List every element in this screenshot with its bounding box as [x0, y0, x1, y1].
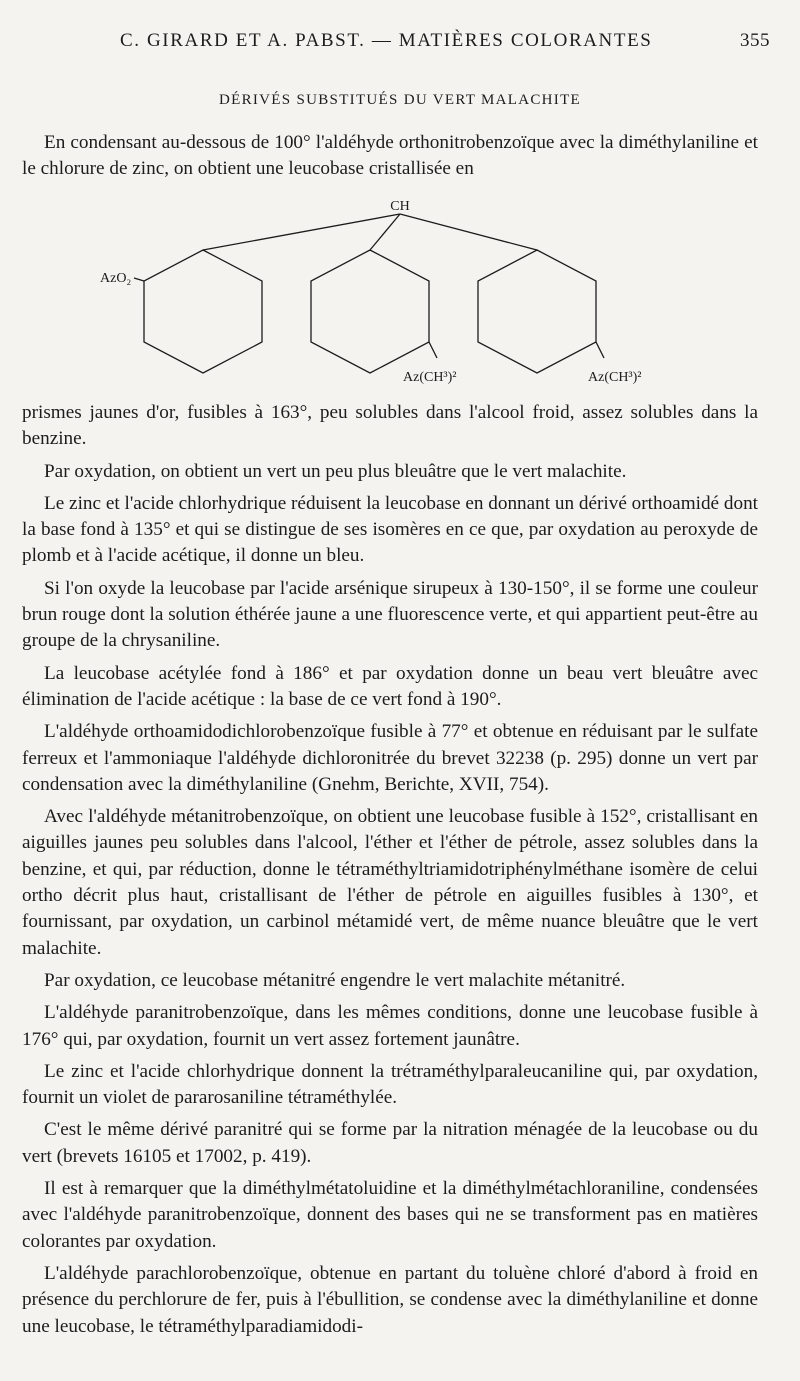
structural-formula-svg [100, 198, 700, 398]
paragraph: prismes jaunes d'or, fusibles à 163°, peu solubles dans l'alcool froid, assez solubles dans la benzine. [22, 402, 758, 450]
paragraph: Le zinc et l'acide chlorhydrique réduisent la leucobase en donnant un dérivé orthoamidé dont la base fond à 135° et qui se distingue de ses isomères en ce que, par oxydation au peroxyde de plomb et à l'acide acétique, il donne un bleu. [22, 492, 758, 567]
paragraph: L'aldéhyde orthoamidodichlorobenzoïque fusible à 77° et obtenue en réduisant par le sulfate ferreux et l'ammoniaque l'aldéhyde dichloronitrée du brevet 32238 (p. 295) donne un vert par condensation avec la diméthylaniline (Gnehm, Berichte, XVII, 754). [22, 721, 758, 795]
running-header [22, 30, 770, 60]
paragraph: Si l'on oxyde la leucobase par l'acide arsénique sirupeux à 130-150°, il se forme une couleur brun rouge dont la solution éthérée jaune a une fluorescence verte, et qui appartient peut-être au groupe de la chrysaniline. [22, 577, 758, 652]
bond-left [203, 214, 400, 250]
running-title: C. GIRARD ET A. PABST. — MATIÈRES COLORANTES [120, 30, 653, 51]
benzene-ring-middle [311, 250, 429, 373]
paragraph: L'aldéhyde paranitrobenzoïque, dans les mêmes conditions, donne une leucobase fusible à 176° qui, par oxydation, fournit un vert assez fortement jaunâtre. [22, 1002, 758, 1050]
formula-left-substituent: AzO₂ [100, 271, 132, 286]
body-text [22, 400, 758, 1346]
paragraph: Avec l'aldéhyde métanitrobenzoïque, on obtient une leucobase fusible à 152°, cristallisant en aiguilles jaunes peu solubles dans l'alcool, l'éther et l'éther de pétrole, assez solubles dans la benzine, et qui, par réduction, donne le tétraméthyltriamidotriphénylméthane isomère de celui ortho décrit plus haut, cristallisant de l'éther de pétrole en aiguilles fusibles à 130°, et fournissant, par oxydation, un carbinol métamidé vert, de même nuance bleuâtre que le vert malachite. [22, 806, 758, 959]
bond-amine-middle [429, 342, 437, 358]
paragraph: Le zinc et l'acide chlorhydrique donnent la trétraméthylparaleucaniline qui, par oxydation, fournit un violet de pararosaniline tétraméthylée. [22, 1060, 758, 1109]
formula-ch-label: CH [390, 199, 410, 214]
section-title: DÉRIVÉS SUBSTITUÉS DU VERT MALACHITE [218, 92, 582, 108]
paragraph: L'aldéhyde parachlorobenzoïque, obtenue en partant du toluène chloré d'abord à froid en présence du perchlorure de fer, puis à l'ébullition, se condense avec la diméthylaniline et donne une leucobase, le tétraméthylparadiamidodi- [22, 1262, 758, 1337]
structural-formula [100, 198, 700, 398]
paragraph: C'est le même dérivé paranitré qui se forme par la nitration ménagée de la leucobase ou du vert (brevets 16105 et 17002, p. 419). [22, 1119, 758, 1167]
intro-paragraph: En condensant au-dessous de 100° l'aldéhyde orthonitrobenzoïque avec la diméthylaniline et le chlorure de zinc, on obtient une leucobase cristallisée en [22, 132, 758, 180]
bond-middle [370, 214, 400, 250]
formula-middle-substituent: Az(CH³)² [403, 370, 457, 385]
paragraph: La leucobase acétylée fond à 186° et par oxydation donne un beau vert bleuâtre avec élimination de l'acide acétique : la base de ce vert fond à 190°. [22, 662, 758, 710]
paragraph: Par oxydation, ce leucobase métanitré engendre le vert malachite métanitré. [44, 969, 626, 991]
intro-block [22, 130, 758, 189]
benzene-ring-left [144, 250, 262, 373]
bond-amine-right [596, 342, 604, 358]
bond-right [400, 214, 537, 250]
page-number: 355 [740, 30, 770, 51]
formula-right-substituent: Az(CH³)² [588, 370, 642, 385]
bond-azo2 [134, 278, 144, 281]
benzene-ring-right [478, 250, 596, 373]
paragraph: Par oxydation, on obtient un vert un peu plus bleuâtre que le vert malachite. [44, 460, 627, 482]
paragraph: Il est à remarquer que la diméthylmétatoluidine et la diméthylmétachloraniline, condensées avec l'aldéhyde paranitrobenzoïque, donnent des bases qui ne se transforment pas en matières colorantes par oxydation. [22, 1178, 758, 1252]
